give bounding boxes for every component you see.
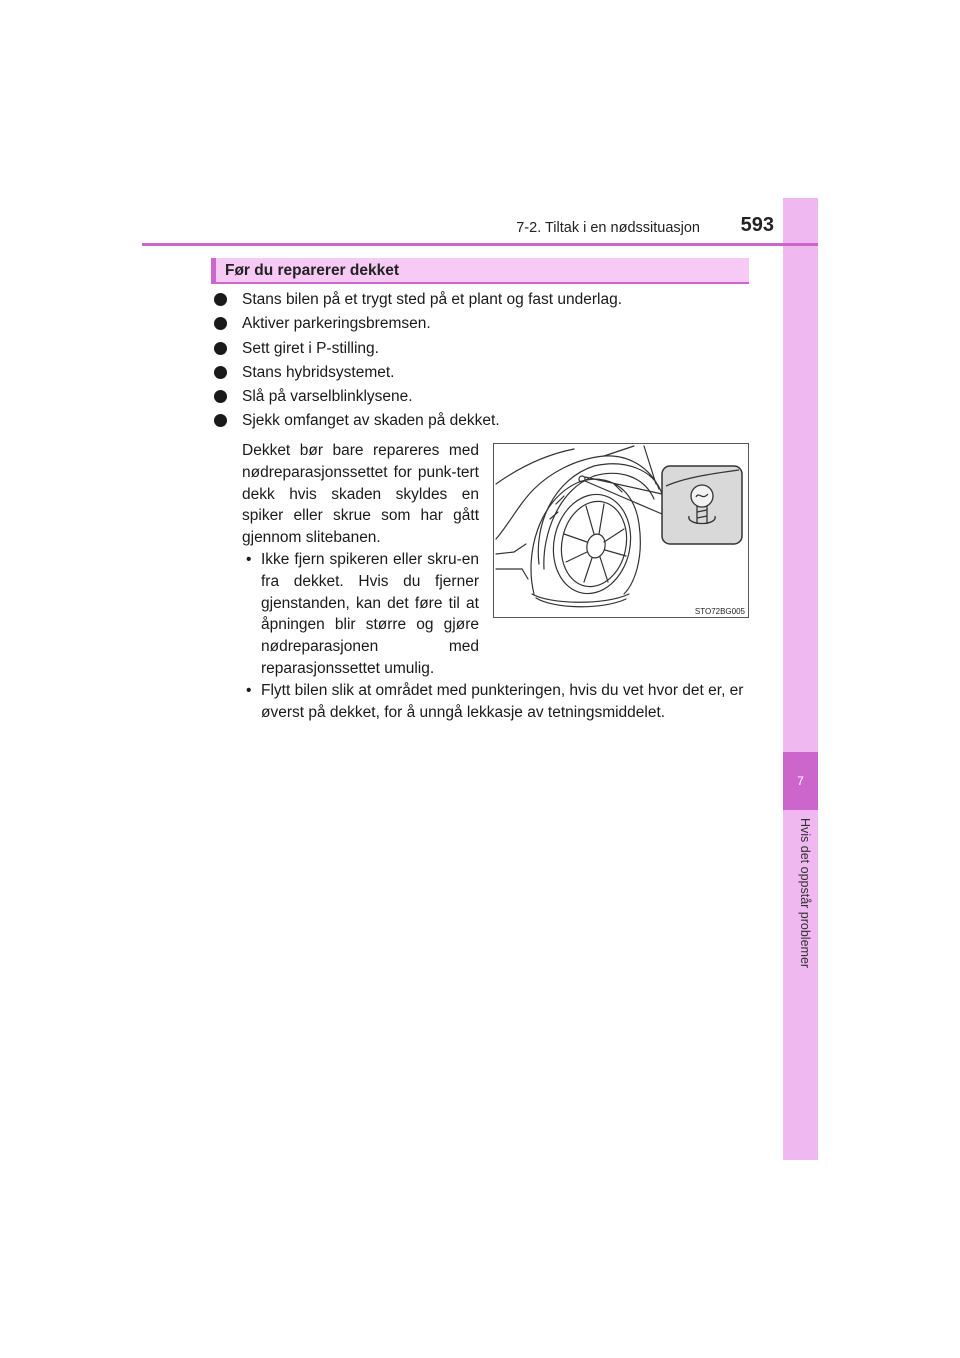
sub-bullet-icon: • [246, 550, 252, 568]
body-text [242, 440, 479, 680]
bullet-icon [214, 414, 227, 427]
list-item: Aktiver parkeringsbremsen. [212, 314, 752, 338]
list-item: Stans hybridsystemet. [212, 363, 752, 387]
list-item: Slå på varselblinklysene. [212, 387, 752, 411]
header-rule [142, 243, 818, 246]
list-item: Stans bilen på et trygt sted på et plant og fast underlag. [212, 290, 752, 314]
flat-tire-drawing [494, 444, 748, 617]
section-heading [211, 258, 749, 284]
list-item: Sett giret i P-stilling. [212, 339, 752, 363]
bullet-icon [214, 342, 227, 355]
bullet-icon [214, 317, 227, 330]
figure-code: STO72BG005 [694, 607, 745, 616]
chapter-number: 7 [783, 752, 818, 810]
sub-bullet-item: • Flytt bilen slik at området med punkteringen, hvis du vet hvor det er, er øverst på dekket, for å unngå lekkasje av tetningsmiddelet. [246, 682, 744, 721]
sub-bullet-icon: • [246, 682, 252, 699]
list-item: Sjekk omfanget av skaden på dekket. [212, 411, 752, 435]
chapter-title: Hvis det oppstår problemer [798, 818, 812, 969]
header-section-title: 7-2. Tiltak i en nødssituasjon [516, 220, 700, 236]
bullet-icon [214, 390, 227, 403]
bullet-list [212, 290, 752, 436]
chapter-side-tab [783, 198, 818, 1160]
sub-bullet-item: • Ikke fjern spikeren eller skru-en fra dekket. Hvis du fjerner gjenstanden, kan det føre til at åpningen blir større og gjøre nødreparasjonen med reparasjonssettet umulig. [246, 550, 479, 677]
bullet-icon [214, 366, 227, 379]
body-paragraph: Dekket bør bare repareres med nødreparasjonssettet for punk-tert dekk hvis skaden skyldes en spiker eller skrue som har gått gjennom slitebanen. [242, 442, 479, 547]
tire-illustration [493, 443, 749, 618]
bullet-icon [214, 293, 227, 306]
page-number: 593 [740, 214, 774, 236]
section-heading-text: Før du reparerer dekket [225, 262, 400, 279]
